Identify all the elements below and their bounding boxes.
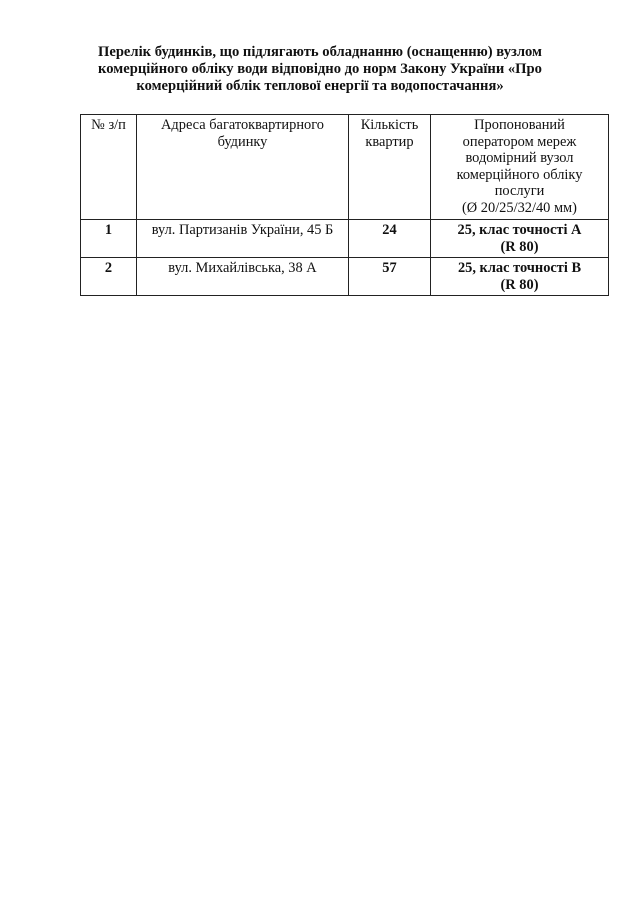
header-meter-line: Пропонований [474,117,565,133]
buildings-table [80,114,609,296]
cell-meter-line: (R 80) [500,276,539,293]
cell-no: 1 [81,220,137,258]
header-meter-line: (Ø 20/25/32/40 мм) [462,199,577,216]
header-meter-line: оператором мереж [462,133,577,150]
cell-no: 2 [81,258,137,296]
title-line-1: Перелік будинків, що підлягають обладнанню (оснащенню) вузлом [97,44,543,60]
cell-apartments: 24 [349,220,431,258]
cell-address: вул. Михайлівська, 38 А [137,258,349,296]
document-title [60,44,580,95]
cell-meter [431,220,609,258]
table-header-row [81,115,609,220]
cell-apartments: 57 [349,258,431,296]
header-meter [431,115,609,220]
cell-meter-line: 25, клас точності А [457,222,582,238]
title-line-3: комерційний облік теплової енергії та водопостачання» [136,78,504,94]
cell-address: вул. Партизанів України, 45 Б [137,220,349,258]
title-line-2: комерційного обліку води відповідно до норм Закону України «Про [98,61,542,77]
header-meter-line: послуги [494,183,545,199]
cell-meter-line: 25, клас точності В [457,260,582,276]
cell-meter [431,258,609,296]
header-apartments: Кількість квартир [349,115,431,220]
table-row [81,258,609,296]
header-address: Адреса багатоквартирного будинку [137,115,349,220]
header-meter-line: комерційного обліку [456,166,583,183]
table-row [81,220,609,258]
cell-meter-line: (R 80) [500,238,539,255]
header-meter-line: водомірний вузол [465,150,574,166]
header-no: № з/п [81,115,137,220]
